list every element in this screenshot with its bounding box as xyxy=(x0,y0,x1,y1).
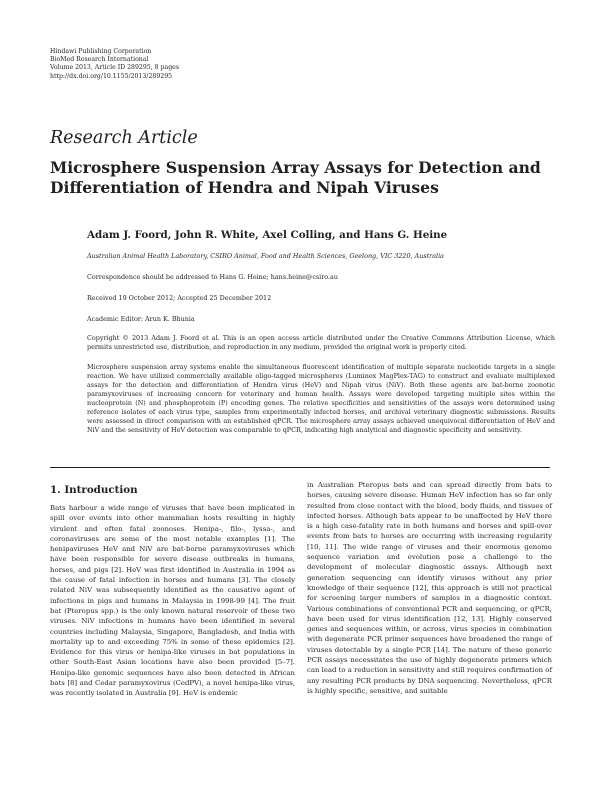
article-title: Microsphere Suspension Array Assays for Detection and Differentiation of Hendra and Nipah Viruses xyxy=(50,158,541,197)
doi-link[interactable]: http://dx.doi.org/10.1155/2013/289295 xyxy=(50,72,173,80)
correspondence: Correspondence should be addressed to Hans G. Heine; hans.heine@csiro.au xyxy=(87,273,338,281)
author-list: Adam J. Foord, John R. White, Axel Colling, and Hans G. Heine xyxy=(87,229,448,241)
abstract: Microsphere suspension array systems enable the simultaneous fluorescent identification of multiple separate nucleotide targets in a single reaction. We have utilized commercially available oligo-tagged microspheres (Luminex MagPlex-TAG) to construct and evaluate multiplexed assays for the detection and differentiation of Hendra virus (HeV) and Nipah virus (NiV). Both these agents are bat-borne zoonotic paramyxoviruses of increasing concern for veterinary and human health. Assays were developed targeting multiple sites within the nucleoprotein (N) and phosphoprotein (P) encoding genes. The relative specificities and sensitivities of the assays were determined using reference isolates of each virus type, samples from experimentally infected horses, and archival veterinary diagnostic submissions. Results were assessed in direct comparison with an established qPCR. The microsphere array assays achieved unequivocal differentiation of HeV and NiV and the sensitivity of HeV detection was comparable to qPCR, indicating high analytical and diagnostic specificity and sensitivity. xyxy=(87,363,555,434)
academic-editor: Academic Editor: Arun K. Bhunia xyxy=(87,315,195,323)
body-paragraph: in Australian Pteropus bats and can spread directly from bats to horses, causing severe disease. Human HeV infection has so far only resulted from close contact with the blood, body fluids, and tissues of infected horses. Although bats appear to be unaffected by HeV there is a high case-fatality rate in both humans and horses and spill-over events from bats to horses are occurring with increasing regularity [10, 11]. The wide range of viruses and their enormous genome sequence variation and evolution pose a challenge to the development of molecular diagnostic assays. Although next generation sequencing can identify viruses without any prior knowledge of their sequence [12], this approach is still not practical for screening larger numbers of samples in a diagnostic context. Various combinations of conventional PCR and sequencing, or qPCR, have been used for virus identification [12, 13]. Highly conserved genes and sequences within, or across, virus species in combination with degenerate PCR primer sequences have broadened the range of viruses detectable by a single PCR [14]. The nature of these generic PCR assays necessitates the use of highly degenerate primers which can lead to a reduction in sensitivity and still requires confirmation of any resulting PCR products by DNA sequencing. Nevertheless, qPCR is highly specific, sensitive, and suitable xyxy=(307,481,552,695)
section-divider xyxy=(50,467,550,468)
body-column-left xyxy=(50,503,295,699)
body-column-right xyxy=(307,480,552,696)
section-heading: 1. Introduction xyxy=(50,484,138,496)
journal-name: BioMed Research International xyxy=(50,56,149,64)
affiliation: Australian Animal Health Laboratory, CSIRO Animal, Food and Health Sciences, Geelong, VIC 3220, Australia xyxy=(87,252,444,260)
received-accepted-dates: Received 19 October 2012; Accepted 25 December 2012 xyxy=(87,294,272,302)
publisher-name: Hindawi Publishing Corporation xyxy=(50,48,152,55)
copyright-notice: Copyright © 2013 Adam J. Foord et al. This is an open access article distributed under the Creative Commons Attribution License, which permits unrestricted use, distribution, and reproduction in any medium, provided the original work is properly cited. xyxy=(87,334,555,351)
body-paragraph: Bats harbour a wide range of viruses that have been implicated in spill over events into other mammalian hosts resulting in highly virulent and often fatal zoonoses. Henipa-, filo-, lyssa-, and coronaviruses are some of the most notable examples [1]. The henipaviruses HeV and NiV are bat-borne paramyxoviruses which have been responsible for severe disease outbreaks in humans, horses, and pigs [2]. HeV was first identified in Australia in 1994 as the cause of fatal infection in horses and humans [3]. The closely related NiV was subsequently identified as the causative agent of infections in pigs and humans in Malaysia in 1998-99 [4]. The fruit bat (Pteropus spp.) is the only known natural reservoir of these two viruses. NiV infections in humans have been identified in several countries including Malaysia, Singapore, Bangladesh, and India with mortality up to and exceeding 75% in some of these epidemics [2]. Evidence for this virus or henipa-like viruses in bat populations in other South-East Asian locations have also been provided [5–7]. Henipa-like genomic sequences have also been detected in African bats [8] and Cedar paramyxovirus (CedPV), a novel henipa-like virus, was recently isolated in Australia [9]. HeV is endemic xyxy=(50,504,295,698)
volume-info: Volume 2013, Article ID 289295, 8 pages xyxy=(50,64,180,72)
journal-header xyxy=(50,48,179,81)
article-type: Research Article xyxy=(50,128,198,148)
